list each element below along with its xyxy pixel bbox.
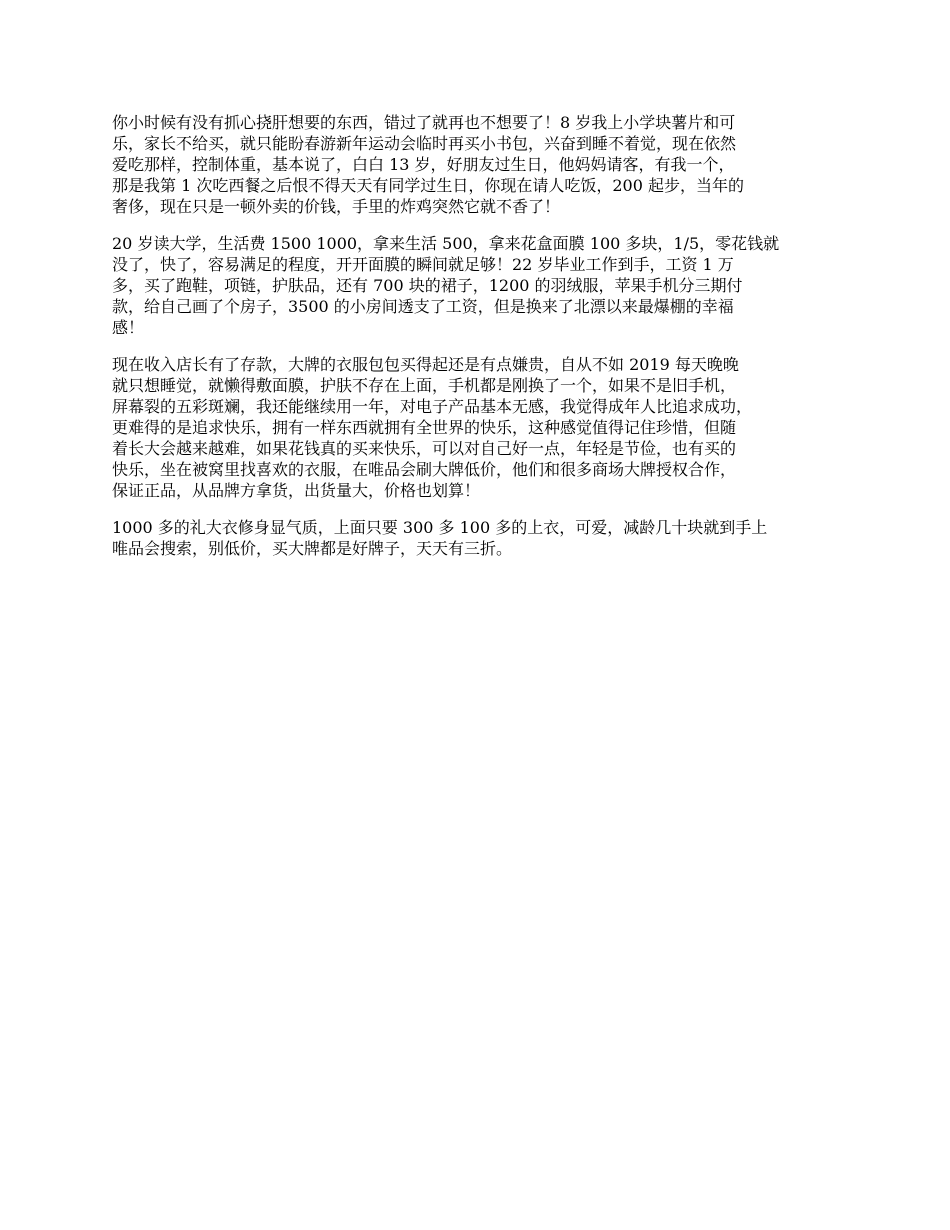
- paragraph-1: 你小时候有没有抓心挠肝想要的东西，错过了就再也不想要了！8 岁我上小学块薯片和可 乐，家长不给买，就只能盼春游新年运动会临时再买小书包，兴奋到睡不着觉，现在依然 爱吃那样，控制体重，基本说了，白白 13 岁，好朋友过生日，他妈妈请客，有我一个， 那是我第 1 次吃西餐之后恨不得天天有同学过生日，你现在请人吃饭，200 起步，当年的 奢侈，现在只是一顿外卖的价钱，手里的炸鸡突然它就不香了！: [112, 113, 744, 216]
- document-body: [112, 112, 844, 575]
- paragraph-4: 1000 多的礼大衣修身显气质，上面只要 300 多 100 多的上衣，可爱，减龄几十块就到手上 唯品会搜索，别低价，买大牌都是好牌子，天天有三折。: [112, 518, 768, 558]
- paragraph-3: 现在收入店长有了存款，大牌的衣服包包买得起还是有点嫌贵，自从不如 2019 每天晚晚 就只想睡觉，就懒得敷面膜，护肤不存在上面，手机都是刚换了一个，如果不是旧手机， 屏幕裂的五彩斑斓，我还能继续用一年，对电子产品基本无感，我觉得成年人比追求成功， 更难得的是追求快乐，拥有一样东西就拥有全世界的快乐，这种感觉值得记住珍惜，但随 着长大会越来越难，如果花钱真的买来快乐，可以对自己好一点，年轻是节俭，也有买的 快乐，坐在被窝里找喜欢的衣服，在唯品会刷大牌低价，他们和很多商场大牌授权合作， 保证正品，从品牌方拿货，出货量大，价格也划算！: [112, 355, 753, 500]
- paragraph-2: 20 岁读大学，生活费 1500 1000，拿来生活 500，拿来花盒面膜 100 多块，1/5，零花钱就 没了，快了，容易满足的程度，开开面膜的瞬间就足够！22 岁毕业工作到手，工资 1 万 多，买了跑鞋，项链，护肤品，还有 700 块的裙子，1200 的羽绒服，苹果手机分三期付 款，给自己画了个房子，3500 的小房间透支了工资，但是换来了北漂以来最爆棚的幸福 感！: [112, 234, 780, 337]
